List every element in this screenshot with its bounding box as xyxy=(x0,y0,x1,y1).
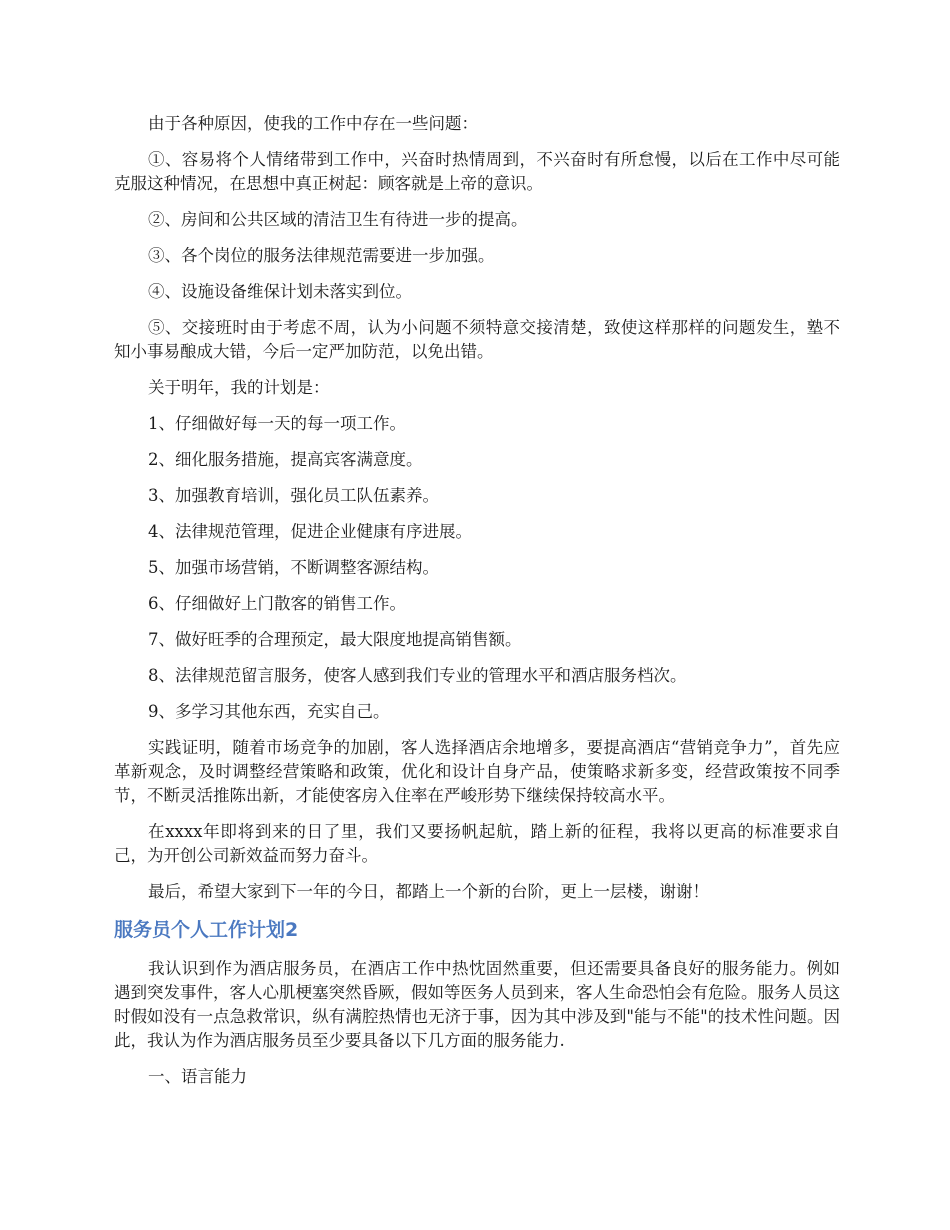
paragraph-plan-9: 9、多学习其他东西，充实自己。 xyxy=(148,702,390,721)
paragraph-issue-4: ④、设施设备维保计划未落实到位。 xyxy=(148,282,412,301)
paragraph-practice: 实践证明，随着市场竞争的加剧，客人选择酒店余地增多，要提高酒店“营销竞争力”，首先应革新观念，及时调整经营策略和政策，优化和设计自身产品，使策略求新多变，经营政策按不同季节，不断灵活推陈出新，才能使客房入住率在严峻形势下继续保持较高水平。 xyxy=(114,738,840,805)
paragraph-closing: 最后，希望大家到下一年的今日，都踏上一个新的台阶，更上一层楼，谢谢！ xyxy=(148,882,709,901)
paragraph-plan-1: 1、仔细做好每一天的每一项工作。 xyxy=(148,414,406,433)
paragraph-plan-7: 7、做好旺季的合理预定，最大限度地提高销售额。 xyxy=(148,630,522,649)
section-heading: 服务员个人工作计划2 xyxy=(114,919,299,941)
paragraph-issue-5: ⑤、交接班时由于考虑不周，认为小问题不须特意交接清楚，致使这样那样的问题发生，塾不知小事易酿成大错，今后一定严加防范，以免出错。 xyxy=(114,318,840,361)
document-body xyxy=(114,112,840,1101)
paragraph-language-ability: 一、语言能力 xyxy=(148,1067,247,1086)
paragraph-plan-5: 5、加强市场营销，不断调整客源结构。 xyxy=(148,558,439,577)
paragraph-issue-2: ②、房间和公共区域的清洁卫生有待进一步的提高。 xyxy=(148,210,528,229)
paragraph-plan-intro: 关于明年，我的计划是： xyxy=(148,378,330,397)
paragraph-issue-1: ①、容易将个人情绪带到工作中，兴奋时热情周到，不兴奋时有所怠慢，以后在工作中尽可能克服这种情况，在思想中真正树起：顾客就是上帝的意识。 xyxy=(114,150,840,193)
paragraph-plan-4: 4、法律规范管理，促进企业健康有序进展。 xyxy=(148,522,472,541)
paragraph-issue-3: ③、各个岗位的服务法律规范需要进一步加强。 xyxy=(148,246,495,265)
paragraph-plan-6: 6、仔细做好上门散客的销售工作。 xyxy=(148,594,406,613)
paragraph-plan-3: 3、加强教育培训，强化员工队伍素养。 xyxy=(148,486,439,505)
paragraph-plan-2: 2、细化服务措施，提高宾客满意度。 xyxy=(148,450,423,469)
paragraph-plan-8: 8、法律规范留言服务，使客人感到我们专业的管理水平和酒店服务档次。 xyxy=(148,666,687,685)
paragraph-issues-intro: 由于各种原因，使我的工作中存在一些问题： xyxy=(148,114,478,133)
paragraph-new-year: 在xxxx年即将到来的日了里，我们又要扬帆起航，踏上新的征程，我将以更高的标准要求自己，为开创公司新效益而努力奋斗。 xyxy=(114,822,840,865)
paragraph-service-ability: 我认识到作为酒店服务员，在酒店工作中热忱固然重要，但还需要具备良好的服务能力。例如遇到突发事件，客人心肌梗塞突然昏厥，假如等医务人员到来，客人生命恐怕会有危险。服务人员这时假如没有一点急救常识，纵有满腔热情也无济于事，因为其中涉及到"能与不能"的技术性问题。因此，我认为作为酒店服务员至少要具备以下几方面的服务能力. xyxy=(114,959,840,1050)
